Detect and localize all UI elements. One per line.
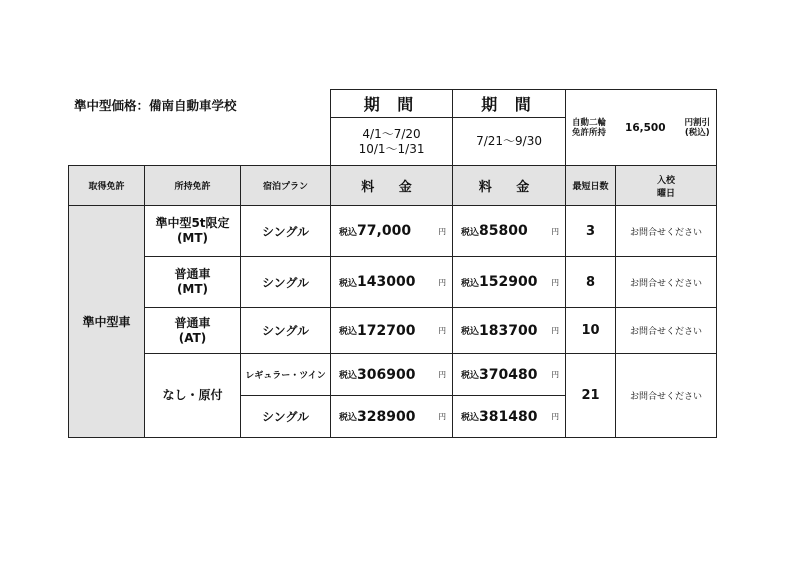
tax-label: 税込 xyxy=(339,327,358,337)
period-header-2: 期 間 xyxy=(453,90,566,118)
col-price-2: 料 金 xyxy=(453,166,566,206)
min-days-cell: 10 xyxy=(566,308,616,354)
tax-label: 税込 xyxy=(461,371,480,381)
tax-label: 税込 xyxy=(461,327,480,337)
min-days-cell: 21 xyxy=(566,354,616,438)
yen-label: 円 xyxy=(551,277,560,287)
col-license-held: 所持免許 xyxy=(145,166,241,206)
table-row xyxy=(69,354,717,396)
price-cell-2 xyxy=(453,257,566,308)
tax-label: 税込 xyxy=(339,371,358,381)
price-value: 152900 xyxy=(479,274,538,290)
tax-label: 税込 xyxy=(461,278,480,289)
period-header-1: 期 間 xyxy=(331,90,453,118)
plan-cell: シングル xyxy=(241,206,331,257)
col-plan: 宿泊プラン xyxy=(241,166,331,206)
yen-label: 円 xyxy=(438,277,447,287)
entry-day-cell: お問合せください xyxy=(616,308,717,354)
price-cell-1 xyxy=(331,206,453,257)
yen-label: 円 xyxy=(438,412,447,421)
plan-cell: レギュラー・ツイン xyxy=(241,354,331,396)
entry-day-cell: お問合せください xyxy=(616,206,717,257)
discount-cell xyxy=(566,90,717,166)
table-row xyxy=(69,308,717,354)
held-license-name: 準中型5t限定 xyxy=(155,216,230,230)
price-value: 381480 xyxy=(479,408,538,425)
price-cell-2 xyxy=(453,396,566,438)
held-license-type: (MT) xyxy=(176,282,209,296)
yen-label: 円 xyxy=(551,326,560,335)
tax-label: 税込 xyxy=(461,227,480,238)
price-cell-2 xyxy=(453,206,566,257)
price-table xyxy=(68,89,717,438)
held-license-type: (AT) xyxy=(178,330,207,345)
price-cell-1 xyxy=(331,257,453,308)
discount-condition-2: 免許所持 xyxy=(572,127,607,138)
price-value: 172700 xyxy=(357,322,416,339)
held-license xyxy=(145,257,241,308)
season-1-date-b: 10/1～1/31 xyxy=(358,141,425,156)
held-license xyxy=(145,308,241,354)
col-entry-day xyxy=(616,166,717,206)
held-license: なし・原付 xyxy=(145,354,241,438)
yen-label: 円 xyxy=(551,412,560,421)
tax-label: 税込 xyxy=(339,227,358,238)
col-min-days: 最短日数 xyxy=(566,166,616,206)
col-entry-line-1: 入校 xyxy=(657,175,676,186)
discount-condition-1: 自動二輪 xyxy=(572,117,607,128)
tax-label: 税込 xyxy=(339,278,358,289)
min-days-cell: 3 xyxy=(566,206,616,257)
col-license-obtain: 取得免許 xyxy=(69,166,145,206)
season-1-date-a: 4/1～7/20 xyxy=(362,126,421,141)
table-row xyxy=(69,257,717,308)
held-license-name: 普通車 xyxy=(174,267,211,281)
tax-label: 税込 xyxy=(339,413,358,423)
held-license-name: 普通車 xyxy=(174,315,211,330)
plan-cell: シングル xyxy=(241,308,331,354)
discount-amount: 16,500 xyxy=(625,121,666,134)
tax-label: 税込 xyxy=(461,413,480,423)
table-row xyxy=(69,206,717,257)
yen-label: 円 xyxy=(438,370,447,379)
entry-day-cell: お問合せください xyxy=(616,354,717,438)
price-value: 370480 xyxy=(479,366,538,383)
season-1-dates xyxy=(331,118,453,166)
price-value: 183700 xyxy=(479,322,538,339)
price-value: 85800 xyxy=(479,223,528,239)
price-value: 328900 xyxy=(357,408,416,425)
discount-suffix-1: 円割引 xyxy=(684,117,711,128)
plan-cell: シングル xyxy=(241,396,331,438)
min-days-cell: 8 xyxy=(566,257,616,308)
price-value: 77,000 xyxy=(357,223,412,239)
price-cell-1 xyxy=(331,354,453,396)
price-cell-1 xyxy=(331,308,453,354)
price-value: 143000 xyxy=(357,274,416,290)
price-value: 306900 xyxy=(357,366,416,383)
yen-label: 円 xyxy=(438,226,447,236)
col-entry-line-2: 曜日 xyxy=(657,188,676,199)
title-area xyxy=(69,90,331,166)
yen-label: 円 xyxy=(551,370,560,379)
held-license-type: (MT) xyxy=(176,231,209,245)
price-cell-2 xyxy=(453,354,566,396)
season-2-dates: 7/21～9/30 xyxy=(453,118,566,166)
entry-day-cell: お問合せください xyxy=(616,257,717,308)
col-price-1: 料 金 xyxy=(331,166,453,206)
plan-cell: シングル xyxy=(241,257,331,308)
category-cell: 準中型車 xyxy=(69,206,145,438)
price-cell-1 xyxy=(331,396,453,438)
yen-label: 円 xyxy=(551,226,560,236)
yen-label: 円 xyxy=(438,326,447,335)
discount-suffix-2: (税込) xyxy=(684,127,710,138)
held-license xyxy=(145,206,241,257)
page-title: 準中型価格：備南自動車学校 xyxy=(74,98,237,113)
price-cell-2 xyxy=(453,308,566,354)
